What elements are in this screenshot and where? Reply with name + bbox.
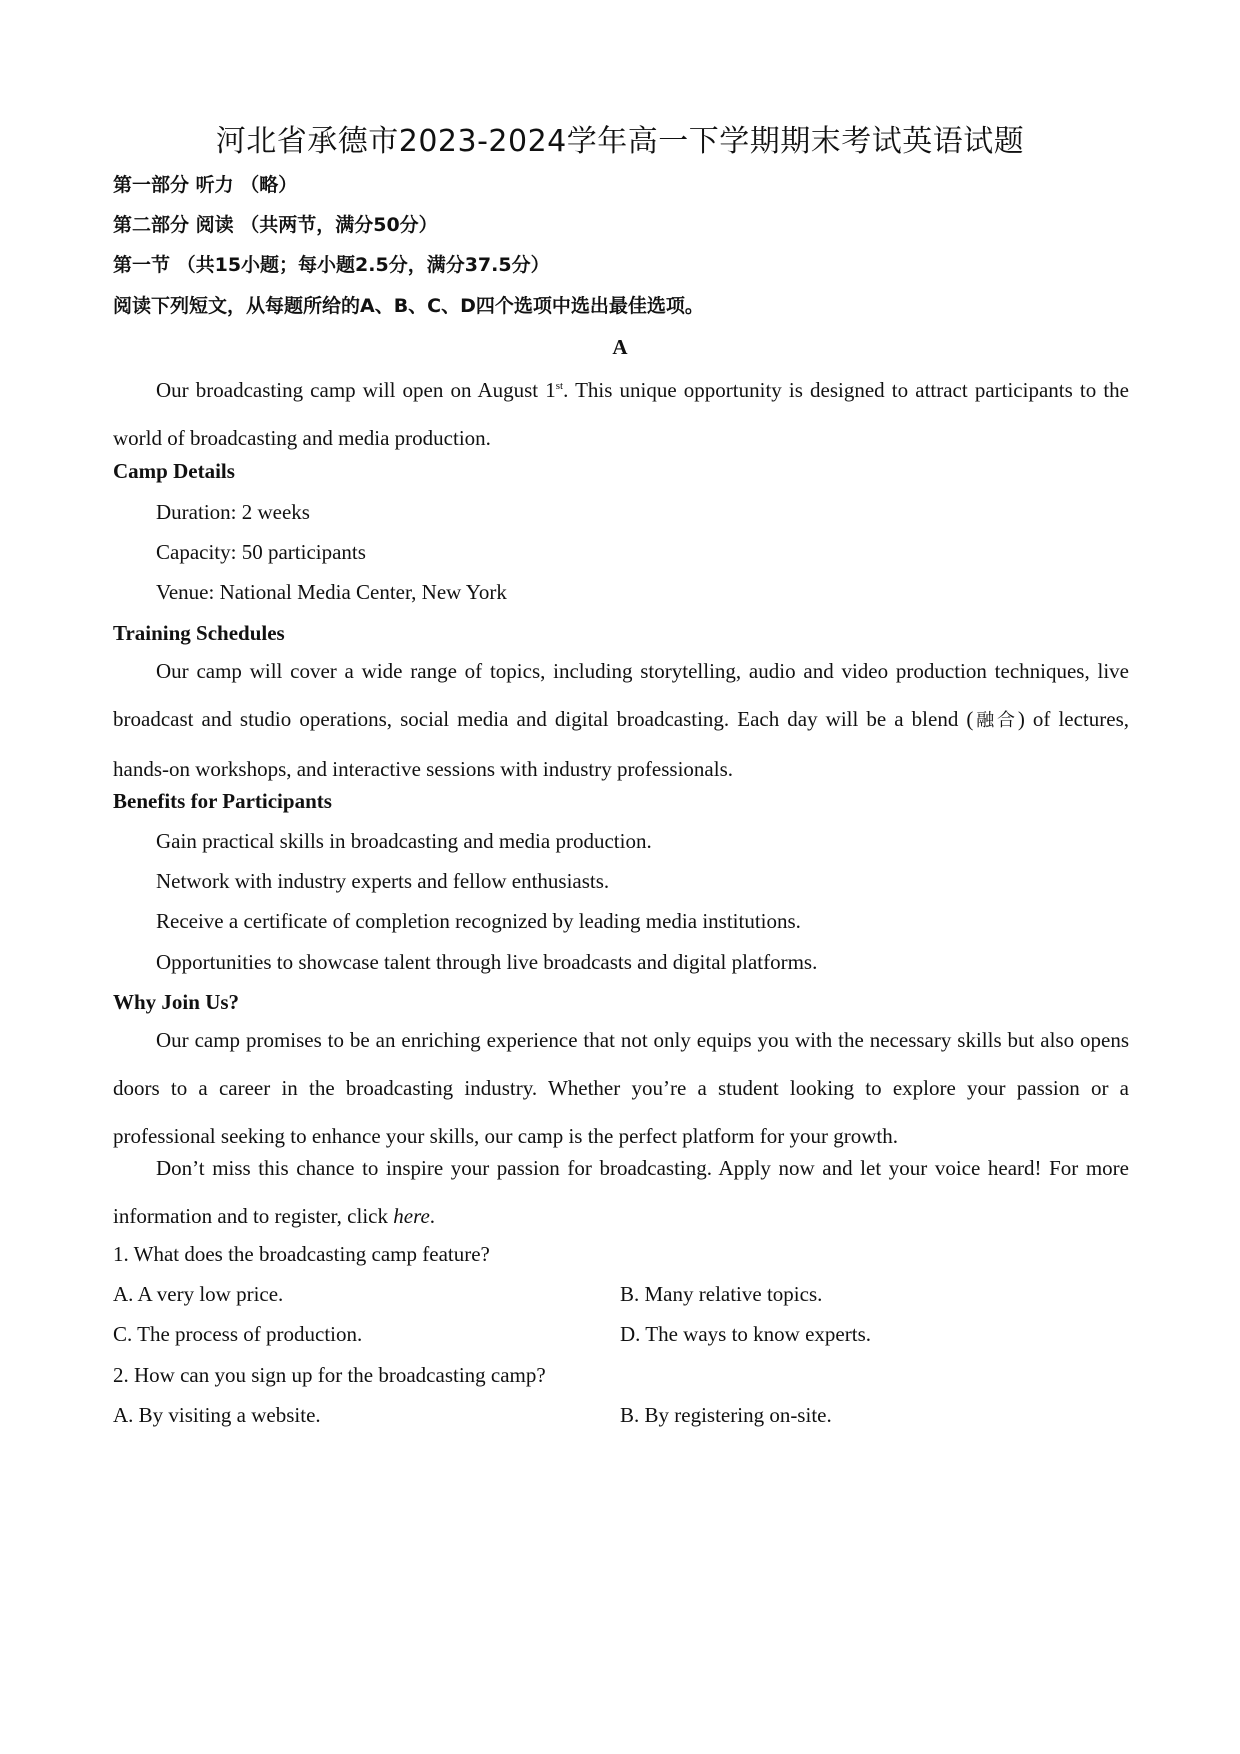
question-1-option-a[interactable]: A. A very low price. (113, 1282, 284, 1306)
question-1-option-c[interactable]: C. The process of production. (113, 1322, 363, 1346)
intro-text-end: . This unique opportunity is designed to attract participants to the world of broadcasting and media production. (113, 378, 1130, 450)
section1-heading: 第一节 （共15小题；每小题2.5分，满分37.5分） (113, 254, 550, 276)
question-2-option-b[interactable]: B. By registering on-site. (620, 1403, 832, 1427)
training-heading: Training Schedules (113, 621, 285, 645)
part2-heading: 第二部分 阅读 （共两节，满分50分） (113, 214, 438, 236)
intro-superscript: st (555, 380, 564, 392)
intro-paragraph (113, 362, 1129, 462)
question-1-option-b[interactable]: B. Many relative topics. (620, 1282, 823, 1306)
benefit-item: Opportunities to showcase talent through live broadcasts and digital platforms. (156, 950, 818, 974)
training-paragraph (113, 647, 1129, 793)
why-join-paragraph: Our camp promises to be an enriching experience that not only equips you with the necessary skills but also opens doors to a career in the broadcasting industry. Whether you’re a student looking to explore your passion or a professional seeking to enhance your skills, our camp is the perfect platform for your growth. (113, 1028, 1129, 1148)
training-text-start: Our camp will cover a wide range of topics, including storytelling, audio and video production techniques, live broadcast and studio operations, social media and digital broadcasting. Each day will be a blend ( (113, 659, 1129, 731)
benefits-heading: Benefits for Participants (113, 789, 332, 813)
training-chinese-gloss: 融合 (973, 710, 1018, 731)
detail-venue: Venue: National Media Center, New York (156, 580, 507, 604)
why-join-heading: Why Join Us? (113, 990, 240, 1014)
benefit-item: Network with industry experts and fellow enthusiasts. (156, 869, 610, 893)
detail-capacity: Capacity: 50 participants (156, 540, 366, 564)
question-1-option-d[interactable]: D. The ways to know experts. (620, 1322, 871, 1346)
benefit-item: Gain practical skills in broadcasting and media production. (156, 829, 652, 853)
closing-text: Don’t miss this chance to inspire your passion for broadcasting. Apply now and let your voice heard! For more information and to register, click (113, 1156, 1129, 1228)
intro-text-start: Our broadcasting camp will open on August 1 (156, 378, 556, 402)
passage-label: A (612, 335, 628, 359)
closing-period: . (429, 1204, 436, 1228)
page-title: 河北省承德市2023-2024学年高一下学期期末考试英语试题 (215, 124, 1025, 159)
closing-paragraph (113, 1144, 1129, 1240)
question-2-option-a[interactable]: A. By visiting a website. (113, 1403, 321, 1427)
question-2-stem: 2. How can you sign up for the broadcasting camp? (113, 1363, 546, 1387)
detail-duration: Duration: 2 weeks (156, 500, 310, 524)
instruction-text: 阅读下列短文，从每题所给的A、B、C、D四个选项中选出最佳选项。 (113, 295, 704, 317)
benefit-item: Receive a certificate of completion recognized by leading media institutions. (156, 909, 801, 933)
training-text-end: ) of lectures, hands-on workshops, and interactive sessions with industry professionals. (113, 707, 1130, 781)
question-1-stem: 1. What does the broadcasting camp feature? (113, 1242, 490, 1266)
part1-heading: 第一部分 听力 （略） (113, 174, 298, 196)
camp-details-heading: Camp Details (113, 459, 235, 483)
register-link[interactable]: here (393, 1204, 430, 1228)
